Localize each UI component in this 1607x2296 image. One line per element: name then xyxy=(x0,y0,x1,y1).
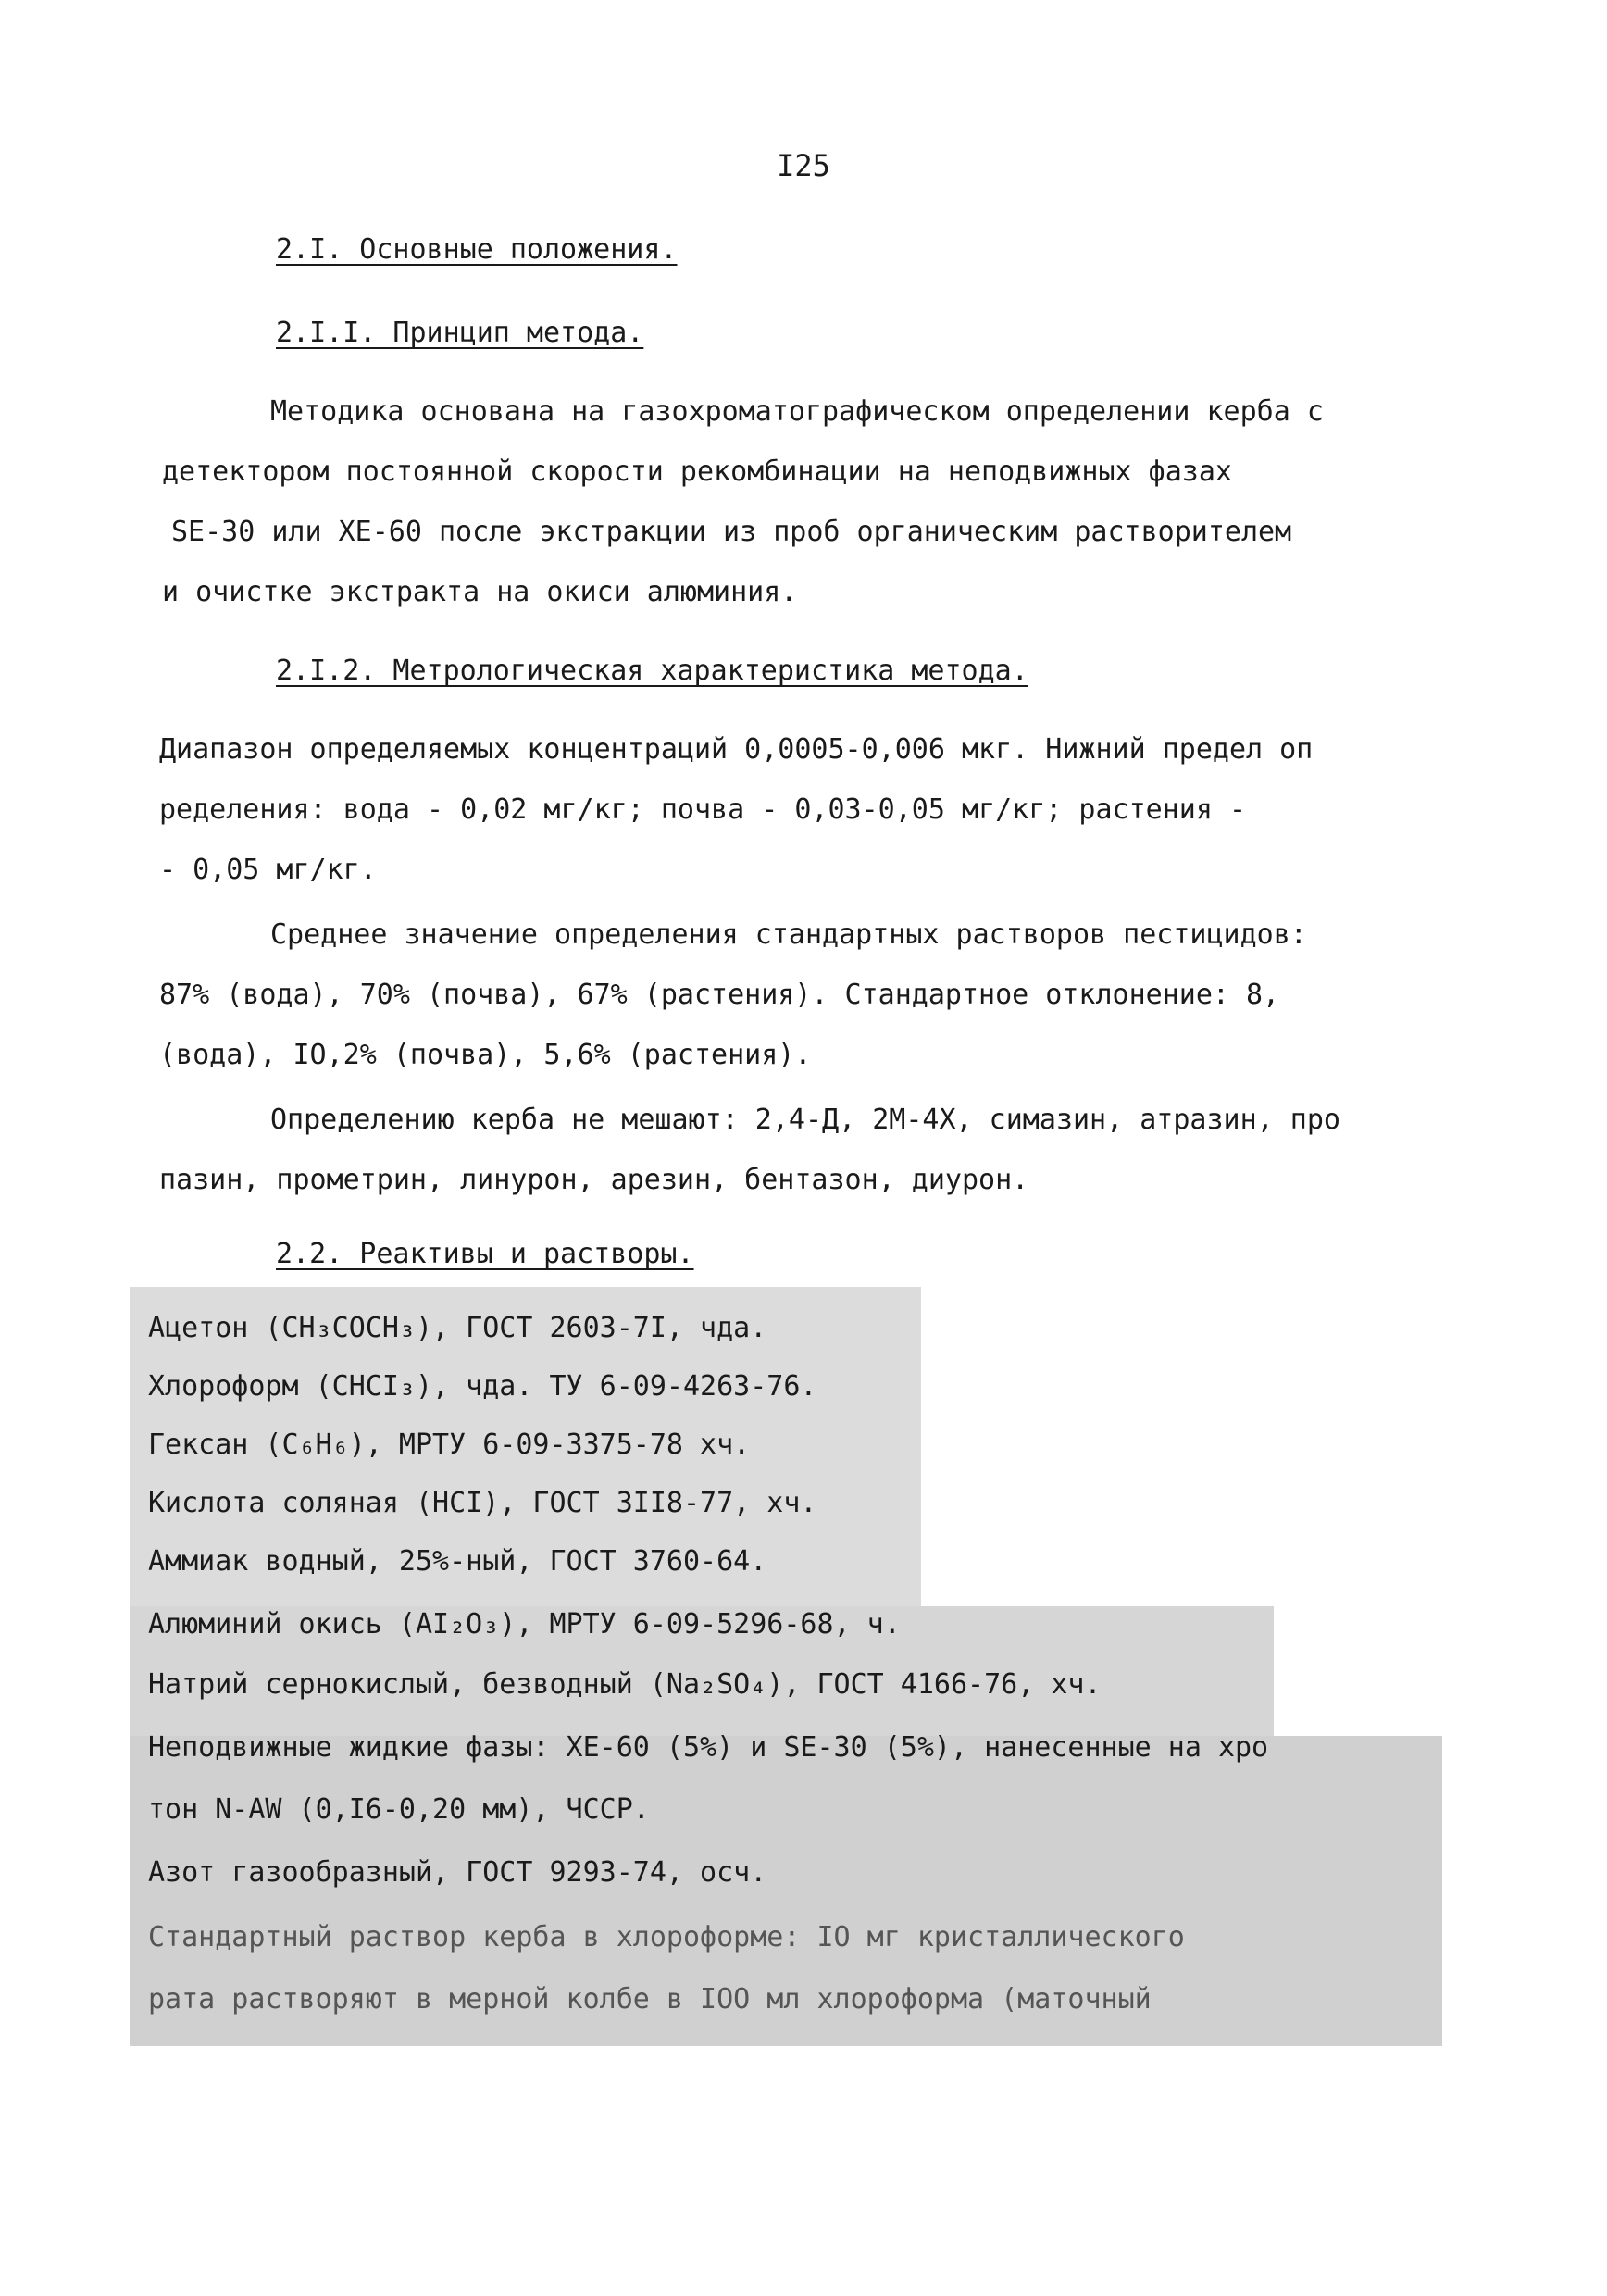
reagent-line: Неподвижные жидкие фазы: ХЕ-60 (5%) и SE-30 (5%), нанесенные на хро xyxy=(148,1731,1269,1764)
heading-2-1-2: 2.I.2. Метрологическая характеристика метода. xyxy=(276,655,1028,687)
reagent-line: Аммиак водный, 25%-ный, ГОСТ 3760-64. xyxy=(148,1545,767,1578)
reagent-line: Ацетон (CH₃COCH₃), ГОСТ 2603-7I, чда. xyxy=(148,1312,767,1344)
reagent-line: Гексан (C₆H₆), МРТУ 6-09-3375-78 хч. xyxy=(148,1429,751,1461)
paragraph-line: Методика основана на газохроматографическом определении керба с xyxy=(270,395,1324,428)
paragraph-line: пазин, прометрин, линурон, арезин, бентазон, диурон. xyxy=(159,1164,1029,1196)
paragraph-line: 87% (вода), 70% (почва), 67% (растения). Стандартное отклонение: 8, xyxy=(159,979,1280,1011)
reagent-line: рата растворяют в мерной колбе в IOO мл хлороформа (маточный xyxy=(148,1983,1152,2015)
heading-2-1-1: 2.I.I. Принцип метода. xyxy=(276,317,644,349)
reagent-line: тон N-AW (0,I6-0,20 мм), ЧССР. xyxy=(148,1793,650,1826)
page-number: I25 xyxy=(777,148,830,183)
paragraph-line: Среднее значение определения стандартных растворов пестицидов: xyxy=(270,918,1307,951)
paragraph-line: (вода), IO,2% (почва), 5,6% (растения). xyxy=(159,1039,812,1071)
reagent-line: Кислота соляная (HCI), ГОСТ 3II8-77, хч. xyxy=(148,1487,817,1519)
paragraph-line: SE-30 или ХЕ-60 после экстракции из проб органическим растворителем xyxy=(171,516,1292,548)
paragraph-line: Определению керба не мешают: 2,4-Д, 2М-4Х, симазин, атразин, про xyxy=(270,1104,1340,1136)
reagent-line: Хлороформ (CHCI₃), чда. ТУ 6-09-4263-76. xyxy=(148,1370,817,1403)
paragraph-line: и очистке экстракта на окиси алюминия. xyxy=(162,576,798,608)
reagent-line: Натрий сернокислый, безводный (Na₂SO₄), ГОСТ 4166-76, хч. xyxy=(148,1668,1102,1701)
reagent-line: Алюминий окись (AI₂O₃), МРТУ 6-09-5296-68, ч. xyxy=(148,1608,901,1641)
paragraph-line: детектором постоянной скорости рекомбинации на неподвижных фазах xyxy=(162,455,1232,488)
paragraph-line: - 0,05 мг/кг. xyxy=(159,854,377,886)
paragraph-line: Диапазон определяемых концентраций 0,0005-0,006 мкг. Нижний предел оп xyxy=(159,733,1314,766)
reagent-line: Азот газообразный, ГОСТ 9293-74, осч. xyxy=(148,1856,767,1889)
heading-2-1: 2.I. Основные положения. xyxy=(276,233,678,266)
paragraph-line: ределения: вода - 0,02 мг/кг; почва - 0,03-0,05 мг/кг; растения - xyxy=(159,793,1246,826)
reagent-line: Стандартный раствор керба в хлороформе: IO мг кристаллического xyxy=(148,1921,1185,1953)
heading-2-2: 2.2. Реактивы и растворы. xyxy=(276,1238,694,1270)
